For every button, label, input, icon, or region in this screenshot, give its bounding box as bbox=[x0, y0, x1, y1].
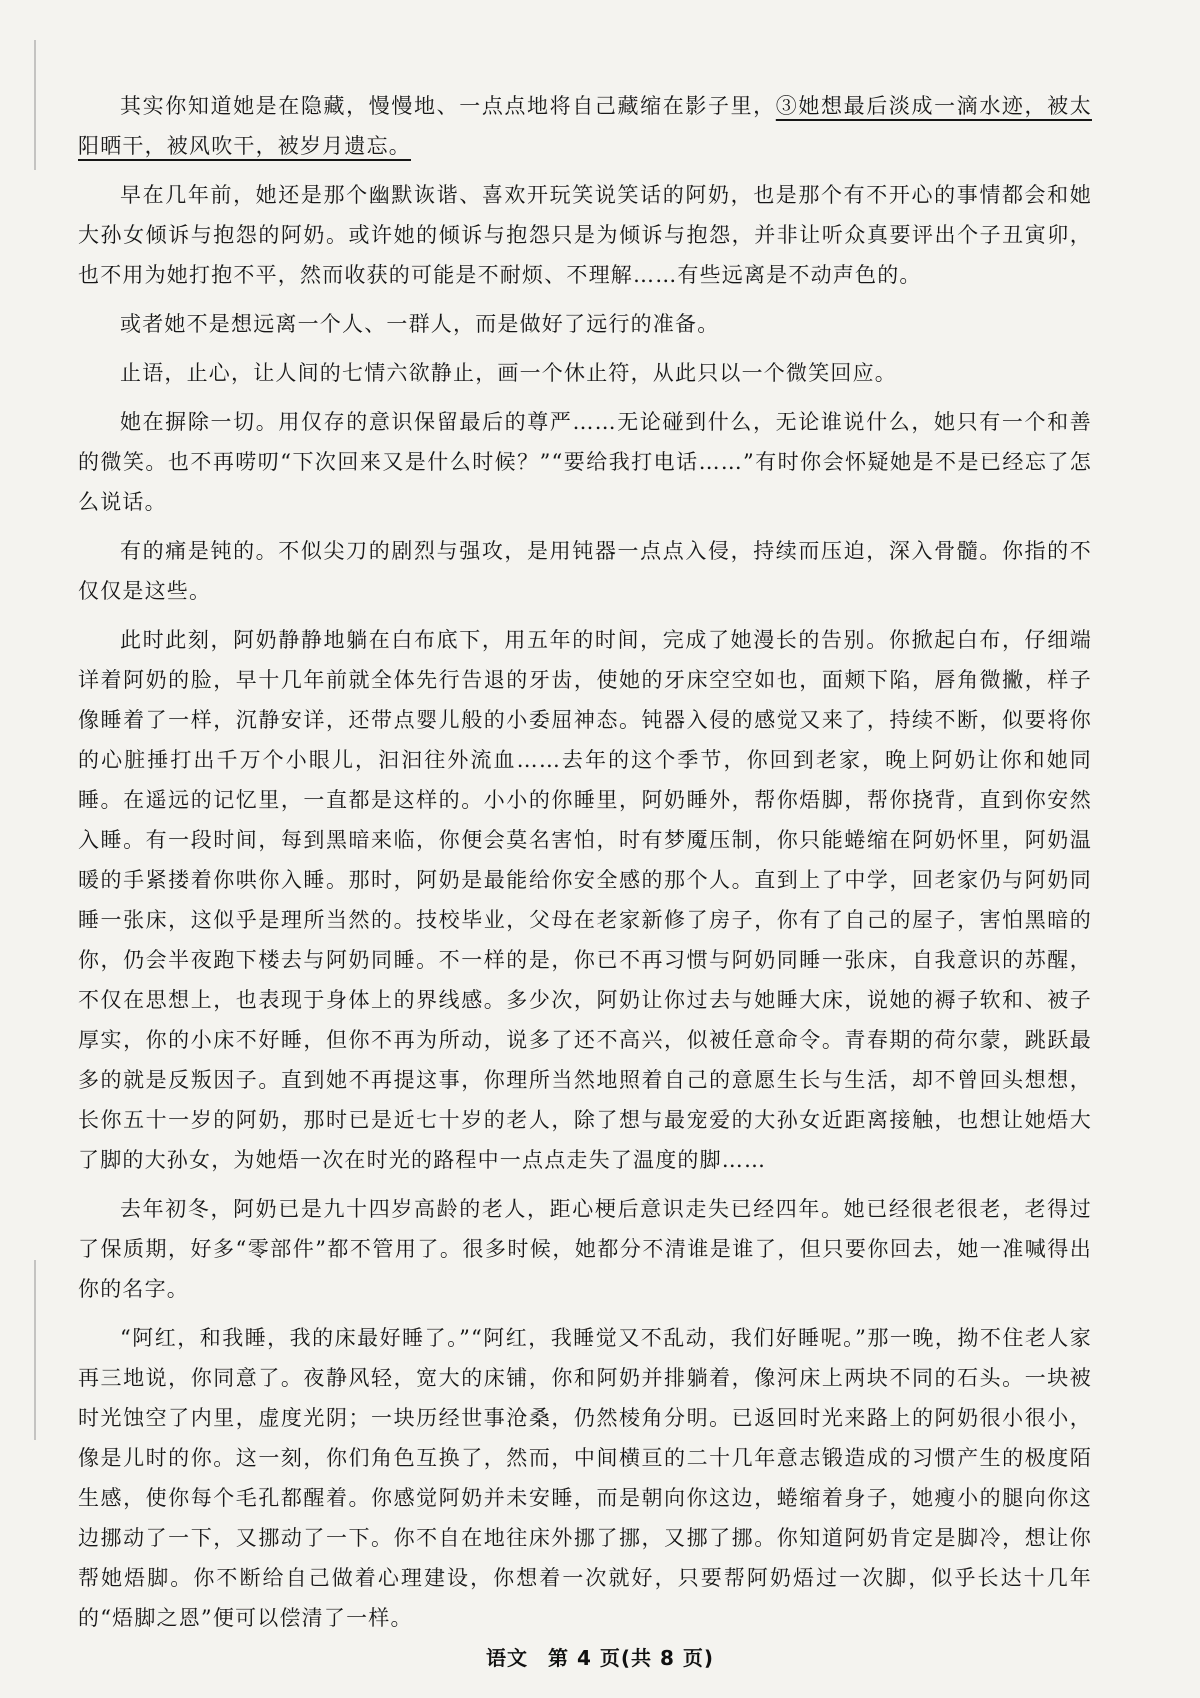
passage-paragraph-3: 或者她不是想远离一个人、一群人，而是做好了远行的准备。 bbox=[120, 312, 720, 336]
footer-page-number: 第 4 页(共 8 页) bbox=[548, 1646, 714, 1670]
passage-paragraph-6: 有的痛是钝的。不似尖刀的剧烈与强攻，是用钝器一点点入侵，持续而压迫，深入骨髓。你指的不仅仅是这些。 bbox=[78, 539, 1092, 603]
passage-paragraph-1 bbox=[78, 86, 1092, 166]
passage-paragraph-5: 她在摒除一切。用仅存的意识保留最后的尊严……无论碰到什么，无论谁说什么，她只有一个和善的微笑。也不再唠叨“下次回来又是什么时候？”“要给我打电话……”有时你会怀疑她是不是已经忘了怎么说话。 bbox=[78, 410, 1092, 514]
passage-paragraph-4: 止语，止心，让人间的七情六欲静止，画一个休止符，从此只以一个微笑回应。 bbox=[120, 361, 897, 385]
scan-edge-mark bbox=[34, 40, 36, 170]
passage-paragraph-7: 此时此刻，阿奶静静地躺在白布底下，用五年的时间，完成了她漫长的告别。你掀起白布，仔细端详着阿奶的脸，早十几年前就全体先行告退的牙齿，使她的牙床空空如也，面颊下陷，唇角微撇，样子像睡着了一样，沉静安详，还带点婴儿般的小委屈神态。钝器入侵的感觉又来了，持续不断，似要将你的心脏捶打出千万个小眼儿，汩汩往外流血……去年的这个季节，你回到老家，晚上阿奶让你和她同睡。在遥远的记忆里，一直都是这样的。小小的你睡里，阿奶睡外，帮你焐脚，帮你挠背，直到你安然入睡。有一段时间，每到黑暗来临，你便会莫名害怕，时有梦魇压制，你只能蜷缩在阿奶怀里，阿奶温暖的手紧搂着你哄你入睡。那时，阿奶是最能给你安全感的那个人。直到上了中学，回老家仍与阿奶同睡一张床，这似乎是理所当然的。技校毕业，父母在老家新修了房子，你有了自己的屋子，害怕黑暗的你，仍会半夜跑下楼去与阿奶同睡。不一样的是，你已不再习惯与阿奶同睡一张床，自我意识的苏醒，不仅在思想上，也表现于身体上的界线感。多少次，阿奶让你过去与她睡大床，说她的褥子软和、被子厚实，你的小床不好睡，但你不再为所动，说多了还不高兴，似被任意命令。青春期的荷尔蒙，跳跃最多的就是反叛因子。直到她不再提这事，你理所当然地照着自己的意愿生长与生活，却不曾回头想想，长你五十一岁的阿奶，那时已是近七十岁的老人，除了想与最宠爱的大孙女近距离接触，也想让她焐大了脚的大孙女，为她焐一次在时光的路程中一点点走失了温度的脚…… bbox=[78, 628, 1092, 1172]
passage-paragraph-2: 早在几年前，她还是那个幽默诙谐、喜欢开玩笑说笑话的阿奶，也是那个有不开心的事情都会和她大孙女倾诉与抱怨的阿奶。或许她的倾诉与抱怨只是为倾诉与抱怨，并非让听众真要评出个子丑寅卯，也不用为她打抱不平，然而收获的可能是不耐烦、不理解……有些远离是不动声色的。 bbox=[78, 183, 1092, 287]
underlined-sentence-3: ③她想最后淡成一滴水迹，被太阳晒干，被风吹干，被岁月遗忘。 bbox=[78, 94, 1092, 158]
page-footer bbox=[0, 1642, 1200, 1671]
paragraph-text: 其实你知道她是在隐藏，慢慢地、一点点地将自己藏缩在影子里， bbox=[120, 94, 776, 118]
scan-edge-mark bbox=[34, 1260, 36, 1440]
passage-paragraph-9: “阿红，和我睡，我的床最好睡了。”“阿红，我睡觉又不乱动，我们好睡呢。”那一晚，拗不住老人家再三地说，你同意了。夜静风轻，宽大的床铺，你和阿奶并排躺着，像河床上两块不同的石头。一块被时光蚀空了内里，虚度光阴；一块历经世事沧桑，仍然棱角分明。已返回时光来路上的阿奶很小很小，像是儿时的你。这一刻，你们角色互换了，然而，中间横亘的二十几年意志锻造成的习惯产生的极度陌生感，使你每个毛孔都醒着。你感觉阿奶并未安睡，而是朝向你这边，蜷缩着身子，她瘦小的腿向你这边挪动了一下，又挪动了一下。你不自在地往床外挪了挪，又挪了挪。你知道阿奶肯定是脚冷，想让你帮她焐脚。你不断给自己做着心理建设，你想着一次就好，只要帮阿奶焐过一次脚，似乎长达十几年的“焐脚之恩”便可以偿清了一样。 bbox=[78, 1326, 1092, 1630]
passage-paragraph-8: 去年初冬，阿奶已是九十四岁高龄的老人，距心梗后意识走失已经四年。她已经很老很老，老得过了保质期，好多“零部件”都不管用了。很多时候，她都分不清谁是谁了，但只要你回去，她一准喊得出你的名字。 bbox=[78, 1197, 1092, 1301]
reading-passage bbox=[78, 86, 1092, 1638]
footer-subject: 语文 bbox=[486, 1646, 529, 1670]
